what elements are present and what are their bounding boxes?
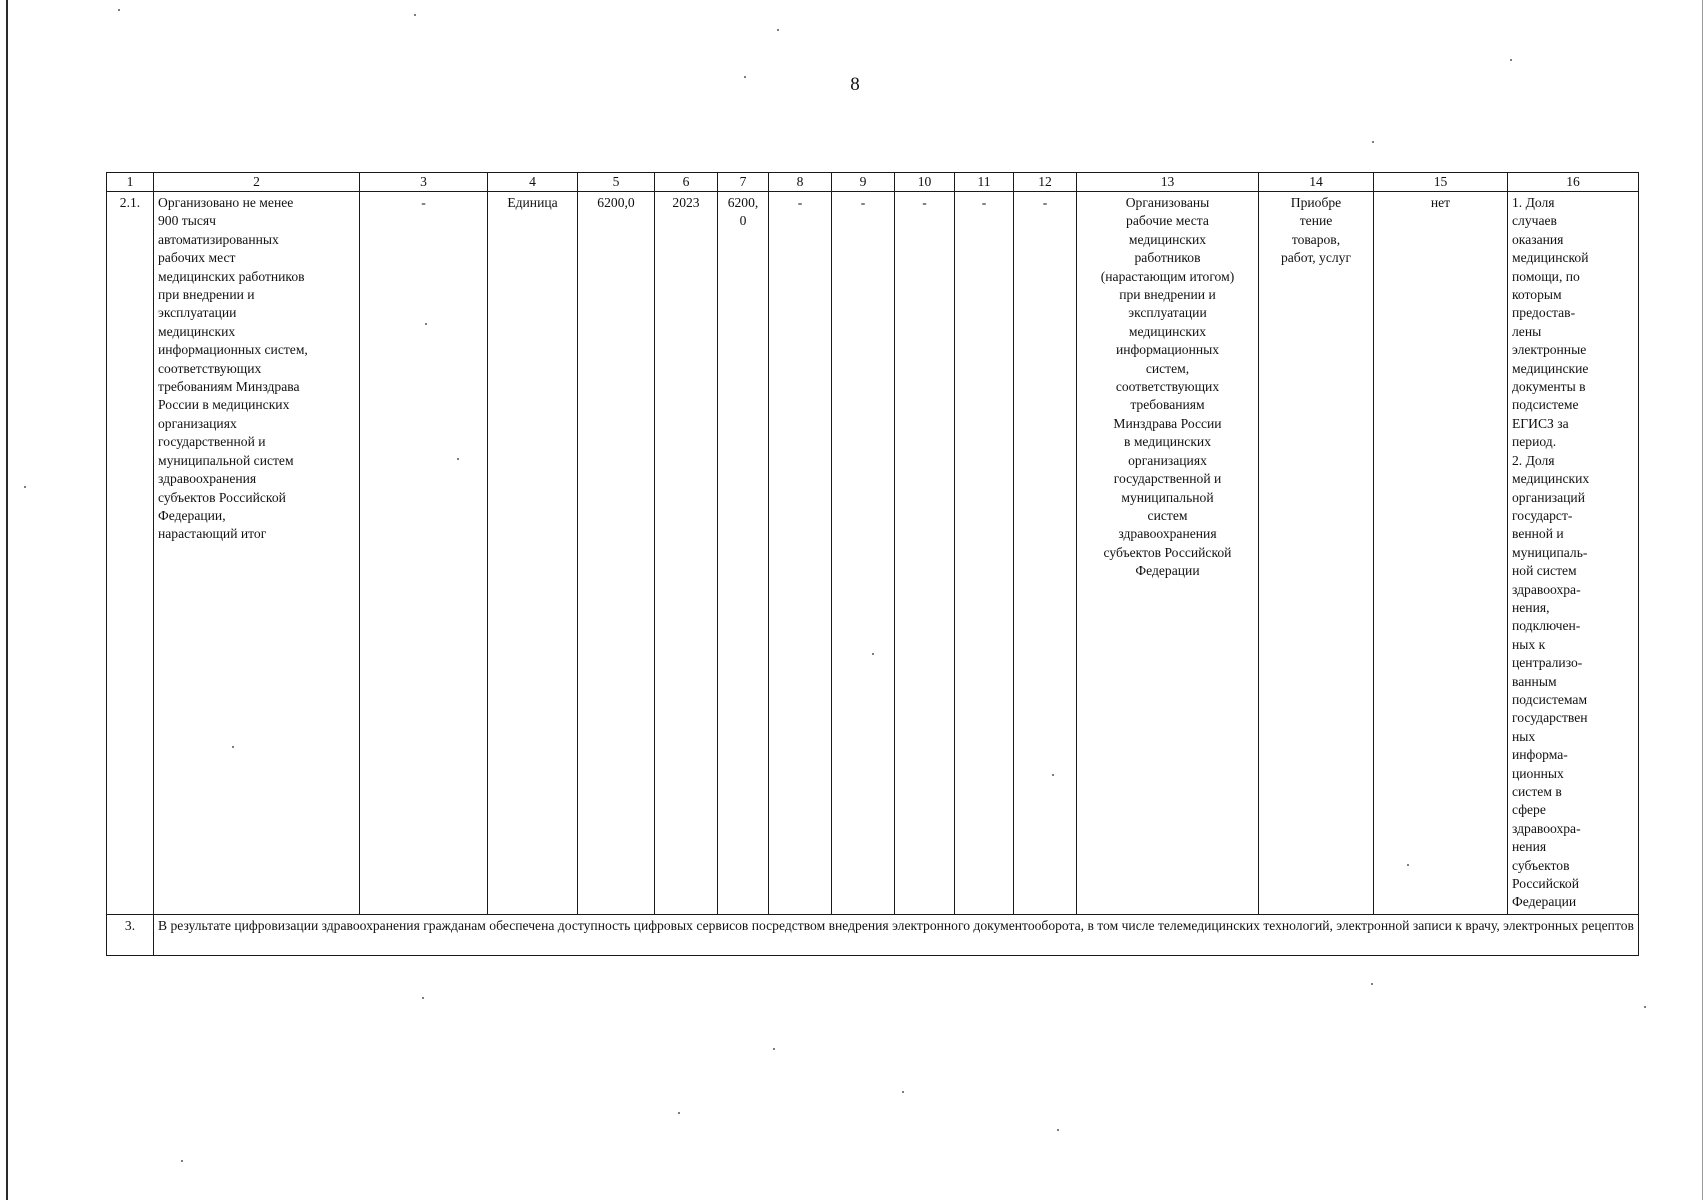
header-cell: 3 [360,173,488,192]
header-cell: 16 [1508,173,1639,192]
cell-text: - [860,195,866,210]
cell-text: 6200, 0 [727,195,759,229]
scan-speck [773,1048,775,1050]
header-cell: 2 [154,173,360,192]
header-cell: 5 [578,173,655,192]
scan-speck [678,1112,680,1114]
cell-text: 1. Доля случаев оказания медицинской помощи, по которым предостав- лены электронные медицинские документы в подсистеме ЕГИСЗ за период. 2. Доля медицинских организаций государст- венной и муниципаль- ной систем здравоохра- нения, подключен- ных к централизо- ванным подсистемам государствен ных информа- ционных систем в сфере здравоохра- нения субъектов Российской Федерации [1512,195,1590,910]
document-table [106,172,1639,956]
scan-speck [118,9,120,11]
scan-speck [1510,59,1512,61]
result-description-cell [154,192,360,915]
table-cell [360,192,488,915]
cell-text: - [1042,195,1048,210]
scan-speck [1052,774,1054,776]
cell-text: - [981,195,987,210]
cell-text: - [421,195,426,210]
cell-text: Организовано не менее 900 тысяч автоматизированных рабочих мест медицинских работников при внедрении и эксплуатации медицинских информационных систем, соответствующих требованиям Минздрава России в медицинских организациях государственной и муниципальной систем здравоохранения субъектов Российской Федерации, нарастающий итог [158,195,308,542]
header-cell: 13 [1077,173,1259,192]
header-row [107,173,1639,192]
table-row [107,914,1639,955]
scan-speck [425,323,427,325]
header-cell: 11 [955,173,1014,192]
header-cell: 15 [1374,173,1508,192]
cell-text: Приобре тение товаров, работ, услуг [1280,195,1352,266]
characteristic-cell [1077,192,1259,915]
scan-speck [872,653,874,655]
cell-text: 6200,0 [597,195,635,210]
indicator-cell [1508,192,1639,915]
scan-speck [1644,1006,1646,1008]
row-number-cell [107,192,154,915]
cell-text: - [797,195,803,210]
scan-speck [232,746,234,748]
header-cell: 7 [718,173,769,192]
scan-right-edge [1702,0,1703,1200]
header-cell: 14 [1259,173,1374,192]
scan-speck [457,458,459,460]
value-cell [578,192,655,915]
row-number-cell: 3. [107,914,154,955]
cell-text: Единица [507,195,558,210]
cell-text: - [922,195,927,210]
page-number: 8 [850,74,860,95]
header-cell: 1 [107,173,154,192]
scan-speck [777,29,779,31]
header-cell: 8 [769,173,832,192]
table-cell [895,192,955,915]
table-row [107,192,1639,915]
scan-speck [24,486,26,488]
year-cell [655,192,718,915]
scan-speck [1057,1129,1059,1131]
cell-text: 2.1. [119,195,141,210]
scan-speck [902,1091,904,1093]
cell-text: нет [1430,195,1451,210]
scan-speck [181,1160,183,1162]
value-cell [718,192,769,915]
table-cell [769,192,832,915]
header-cell: 9 [832,173,895,192]
header-cell: 12 [1014,173,1077,192]
scan-speck [414,14,416,16]
scan-speck [744,76,746,78]
scan-speck [422,997,424,999]
unit-cell [488,192,578,915]
header-cell: 4 [488,173,578,192]
table-cell [832,192,895,915]
header-cell: 6 [655,173,718,192]
scan-speck [1407,864,1409,866]
table-cell [1014,192,1077,915]
type-cell [1259,192,1374,915]
cell-text: 2023 [672,195,700,210]
scan-speck [1371,983,1373,985]
scan-speck [1372,141,1374,143]
header-cell: 10 [895,173,955,192]
scan-left-edge [6,0,8,1200]
cell-text: Организованы рабочие места медицинских работников (нарастающим итогом) при внедрении и эксплуатации медицинских информационных систем, соответствующих требованиям Минздрава России в медицинских организациях государственной и муниципальной систем здравоохранения субъектов Российской Федерации [1100,195,1235,579]
task-summary-cell: В результате цифровизации здравоохранения гражданам обеспечена доступность цифровых сервисов посредством внедрения электронного документооборота, в том числе телемедицинских технологий, электронной записи к врачу, электронных рецептов [154,914,1639,955]
table-cell [955,192,1014,915]
table-cell [1374,192,1508,915]
